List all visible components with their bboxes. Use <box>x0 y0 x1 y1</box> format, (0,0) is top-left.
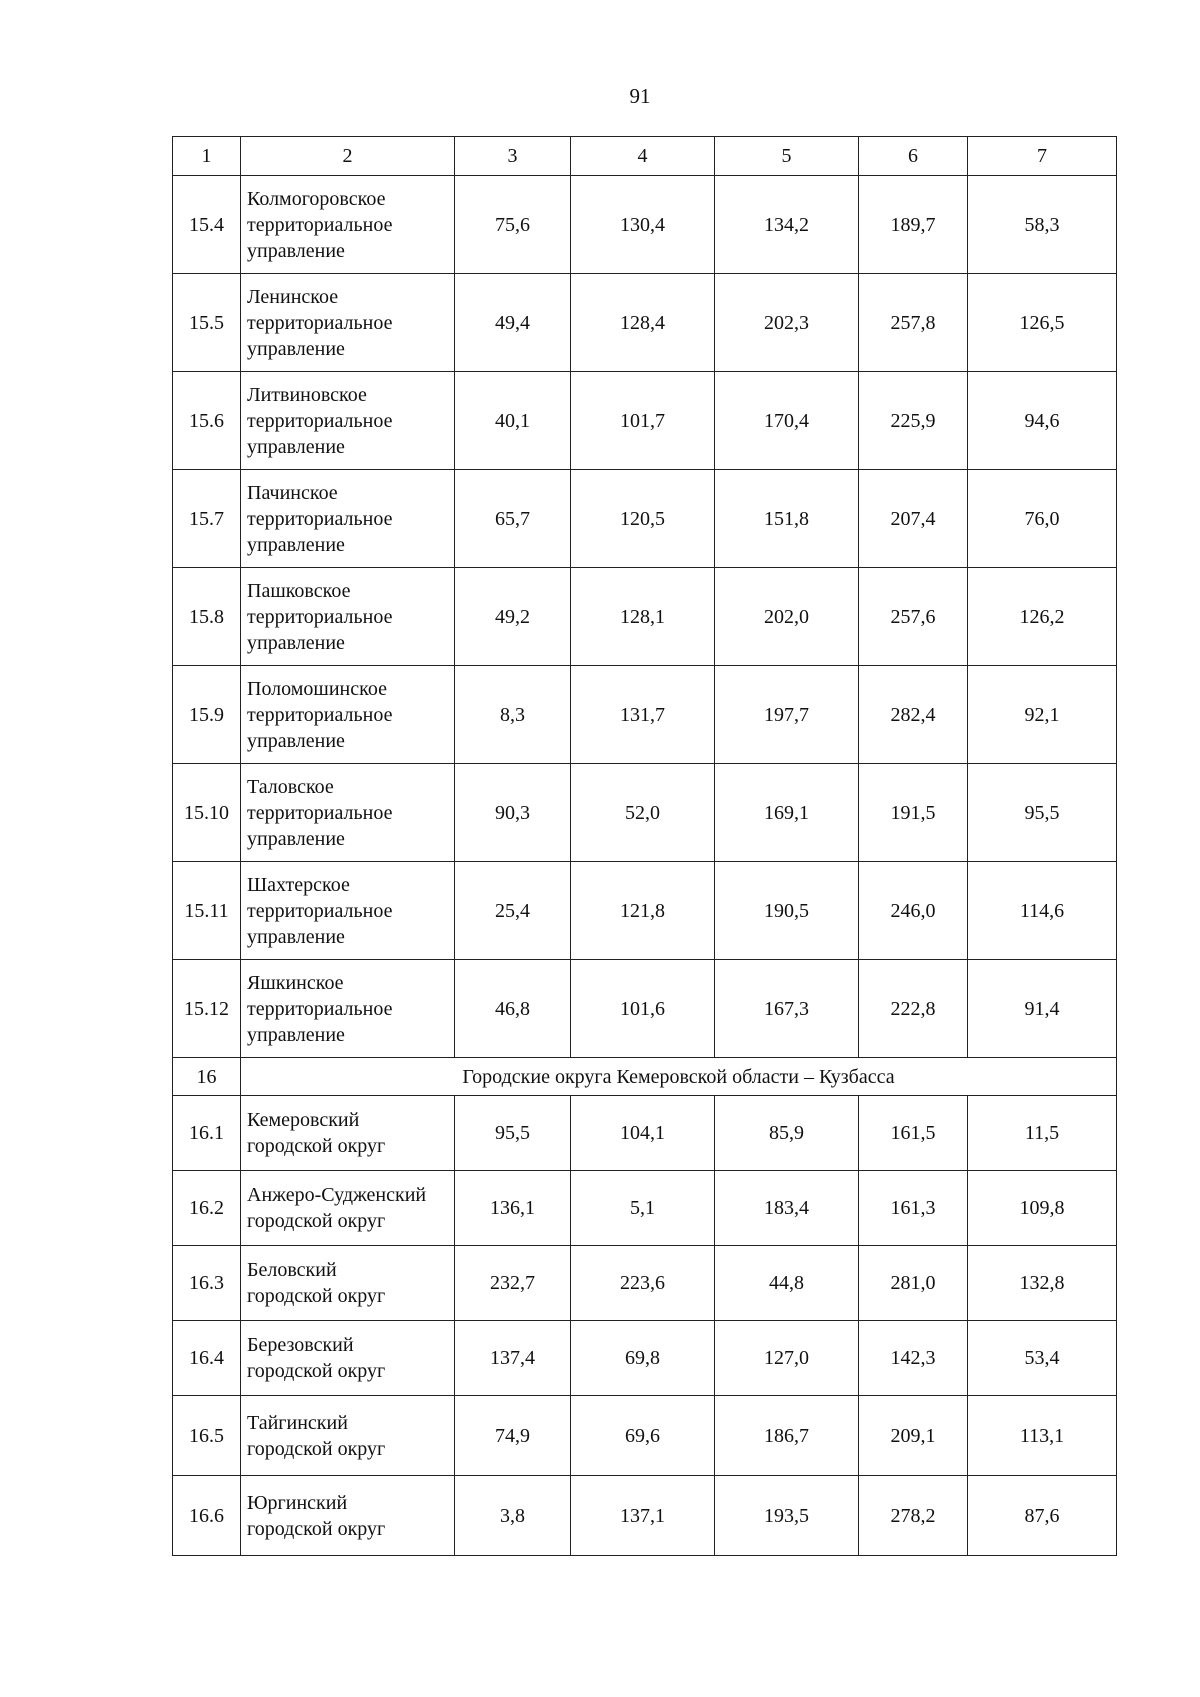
territory-name-line: территориальное <box>247 605 393 628</box>
table-row <box>173 1321 1117 1396</box>
value-cell: 65,7 <box>455 470 571 568</box>
territory-name-line: городской округ <box>247 1360 386 1382</box>
value-cell: 40,1 <box>455 372 571 470</box>
row-number-cell: 15.5 <box>173 274 241 372</box>
value-cell: 52,0 <box>571 764 715 862</box>
value-cell: 132,8 <box>968 1246 1117 1321</box>
value-cell: 207,4 <box>859 470 968 568</box>
territory-name-line: Юргинский <box>247 1491 348 1514</box>
value-cell: 3,8 <box>455 1476 571 1556</box>
value-cell: 58,3 <box>968 176 1117 274</box>
territory-name-line: территориальное <box>247 311 393 334</box>
value-cell: 104,1 <box>571 1096 715 1171</box>
value-cell: 142,3 <box>859 1321 968 1396</box>
value-cell: 91,4 <box>968 960 1117 1058</box>
territory-name-line: управление <box>247 337 345 360</box>
value-cell: 126,2 <box>968 568 1117 666</box>
territory-name-line: территориальное <box>247 409 393 432</box>
row-number-cell: 16.5 <box>173 1396 241 1476</box>
territory-name-line: Березовский <box>247 1334 354 1356</box>
value-cell: 44,8 <box>715 1246 859 1321</box>
value-cell: 90,3 <box>455 764 571 862</box>
territory-name-line: городской округ <box>247 1437 386 1460</box>
territory-name-cell <box>241 862 455 960</box>
row-number-cell: 15.9 <box>173 666 241 764</box>
territory-name-cell <box>241 372 455 470</box>
value-cell: 161,3 <box>859 1171 968 1246</box>
table-row <box>173 1246 1117 1321</box>
value-cell: 25,4 <box>455 862 571 960</box>
territory-name-line: Литвиновское <box>247 383 367 406</box>
territory-name-line: управление <box>247 827 345 850</box>
value-cell: 131,7 <box>571 666 715 764</box>
territory-name-line: территориальное <box>247 899 393 922</box>
value-cell: 5,1 <box>571 1171 715 1246</box>
row-number-cell: 16.2 <box>173 1171 241 1246</box>
value-cell: 126,5 <box>968 274 1117 372</box>
territory-name-line: городской округ <box>247 1135 386 1157</box>
value-cell: 136,1 <box>455 1171 571 1246</box>
value-cell: 46,8 <box>455 960 571 1058</box>
territory-name-cell <box>241 1396 455 1476</box>
territory-name-line: Пашковское <box>247 579 351 602</box>
column-number-cell: 1 <box>173 137 241 176</box>
row-number-cell: 16.4 <box>173 1321 241 1396</box>
territory-name-line: управление <box>247 435 345 458</box>
value-cell: 223,6 <box>571 1246 715 1321</box>
table-body <box>173 137 1117 1556</box>
value-cell: 134,2 <box>715 176 859 274</box>
value-cell: 197,7 <box>715 666 859 764</box>
value-cell: 128,4 <box>571 274 715 372</box>
value-cell: 101,6 <box>571 960 715 1058</box>
value-cell: 191,5 <box>859 764 968 862</box>
territory-name-line: управление <box>247 533 345 556</box>
value-cell: 257,8 <box>859 274 968 372</box>
value-cell: 92,1 <box>968 666 1117 764</box>
column-number-cell: 5 <box>715 137 859 176</box>
row-number-cell: 15.7 <box>173 470 241 568</box>
territory-name-cell <box>241 1476 455 1556</box>
value-cell: 75,6 <box>455 176 571 274</box>
territory-name-line: территориальное <box>247 507 393 530</box>
table-row <box>173 1096 1117 1171</box>
territory-name-cell <box>241 274 455 372</box>
value-cell: 282,4 <box>859 666 968 764</box>
value-cell: 183,4 <box>715 1171 859 1246</box>
territory-name-line: управление <box>247 239 345 262</box>
value-cell: 193,5 <box>715 1476 859 1556</box>
group-row <box>173 1058 1117 1096</box>
territory-name-line: управление <box>247 631 345 654</box>
value-cell: 8,3 <box>455 666 571 764</box>
value-cell: 74,9 <box>455 1396 571 1476</box>
territory-name-cell <box>241 764 455 862</box>
territory-name-cell <box>241 568 455 666</box>
value-cell: 113,1 <box>968 1396 1117 1476</box>
value-cell: 190,5 <box>715 862 859 960</box>
table-row <box>173 372 1117 470</box>
value-cell: 246,0 <box>859 862 968 960</box>
table-row <box>173 470 1117 568</box>
value-cell: 167,3 <box>715 960 859 1058</box>
row-number-cell: 15.6 <box>173 372 241 470</box>
value-cell: 69,8 <box>571 1321 715 1396</box>
value-cell: 120,5 <box>571 470 715 568</box>
territory-name-cell <box>241 960 455 1058</box>
row-number-cell: 16.3 <box>173 1246 241 1321</box>
value-cell: 128,1 <box>571 568 715 666</box>
table-row <box>173 862 1117 960</box>
territory-name-cell <box>241 1096 455 1171</box>
row-number-cell: 15.10 <box>173 764 241 862</box>
value-cell: 53,4 <box>968 1321 1117 1396</box>
territory-name-line: Тайгинский <box>247 1411 348 1434</box>
value-cell: 130,4 <box>571 176 715 274</box>
table-row <box>173 1396 1117 1476</box>
column-number-cell: 6 <box>859 137 968 176</box>
table-row <box>173 274 1117 372</box>
value-cell: 209,1 <box>859 1396 968 1476</box>
value-cell: 202,0 <box>715 568 859 666</box>
value-cell: 109,8 <box>968 1171 1117 1246</box>
value-cell: 94,6 <box>968 372 1117 470</box>
value-cell: 87,6 <box>968 1476 1117 1556</box>
table-row <box>173 764 1117 862</box>
value-cell: 76,0 <box>968 470 1117 568</box>
territory-name-line: Беловский <box>247 1259 337 1281</box>
row-number-cell: 16.1 <box>173 1096 241 1171</box>
value-cell: 95,5 <box>455 1096 571 1171</box>
value-cell: 85,9 <box>715 1096 859 1171</box>
column-number-cell: 3 <box>455 137 571 176</box>
row-number-cell: 16 <box>173 1058 241 1096</box>
territory-name-line: территориальное <box>247 997 393 1020</box>
territory-name-line: городской округ <box>247 1210 386 1232</box>
table-row <box>173 176 1117 274</box>
territory-name-line: Шахтерское <box>247 873 350 896</box>
territory-name-line: Пачинское <box>247 481 338 504</box>
column-number-cell: 4 <box>571 137 715 176</box>
value-cell: 202,3 <box>715 274 859 372</box>
territory-name-line: Анжеро-Судженский <box>247 1184 427 1206</box>
value-cell: 169,1 <box>715 764 859 862</box>
value-cell: 278,2 <box>859 1476 968 1556</box>
territory-name-line: Яшкинское <box>247 971 344 994</box>
territory-name-line: Таловское <box>247 775 334 798</box>
territory-name-line: Колмогоровское <box>247 187 386 210</box>
value-cell: 222,8 <box>859 960 968 1058</box>
value-cell: 95,5 <box>968 764 1117 862</box>
territory-name-cell <box>241 1321 455 1396</box>
territory-name-line: Ленинское <box>247 285 339 308</box>
row-number-cell: 15.8 <box>173 568 241 666</box>
row-number-cell: 15.12 <box>173 960 241 1058</box>
value-cell: 151,8 <box>715 470 859 568</box>
value-cell: 232,7 <box>455 1246 571 1321</box>
territory-name-cell <box>241 176 455 274</box>
value-cell: 186,7 <box>715 1396 859 1476</box>
value-cell: 137,4 <box>455 1321 571 1396</box>
territory-name-line: Поломошинское <box>247 677 387 700</box>
territory-name-line: управление <box>247 1023 345 1046</box>
territory-name-cell <box>241 1246 455 1321</box>
value-cell: 189,7 <box>859 176 968 274</box>
value-cell: 257,6 <box>859 568 968 666</box>
table-row <box>173 568 1117 666</box>
value-cell: 281,0 <box>859 1246 968 1321</box>
territory-name-cell <box>241 470 455 568</box>
value-cell: 101,7 <box>571 372 715 470</box>
value-cell: 69,6 <box>571 1396 715 1476</box>
value-cell: 121,8 <box>571 862 715 960</box>
table-row <box>173 666 1117 764</box>
data-table <box>172 136 1117 1556</box>
territory-name-line: управление <box>247 925 345 948</box>
page-number: 91 <box>629 84 651 108</box>
group-title-cell: Городские округа Кемеровской области – Кузбасса <box>241 1058 1117 1096</box>
row-number-cell: 15.11 <box>173 862 241 960</box>
value-cell: 11,5 <box>968 1096 1117 1171</box>
territory-name-line: Кемеровский <box>247 1109 360 1131</box>
value-cell: 127,0 <box>715 1321 859 1396</box>
territory-name-line: городской округ <box>247 1285 386 1307</box>
territory-name-line: управление <box>247 729 345 752</box>
value-cell: 170,4 <box>715 372 859 470</box>
row-number-cell: 16.6 <box>173 1476 241 1556</box>
territory-name-line: территориальное <box>247 213 393 236</box>
value-cell: 137,1 <box>571 1476 715 1556</box>
value-cell: 114,6 <box>968 862 1117 960</box>
territory-name-line: городской округ <box>247 1517 386 1540</box>
row-number-cell: 15.4 <box>173 176 241 274</box>
value-cell: 49,4 <box>455 274 571 372</box>
territory-name-cell <box>241 1171 455 1246</box>
column-number-cell: 2 <box>241 137 455 176</box>
territory-name-line: территориальное <box>247 703 393 726</box>
value-cell: 161,5 <box>859 1096 968 1171</box>
column-number-cell: 7 <box>968 137 1117 176</box>
value-cell: 49,2 <box>455 568 571 666</box>
table-row <box>173 1476 1117 1556</box>
value-cell: 225,9 <box>859 372 968 470</box>
table-row <box>173 960 1117 1058</box>
table-header-row <box>173 137 1117 176</box>
territory-name-line: территориальное <box>247 801 393 824</box>
territory-name-cell <box>241 666 455 764</box>
table-row <box>173 1171 1117 1246</box>
